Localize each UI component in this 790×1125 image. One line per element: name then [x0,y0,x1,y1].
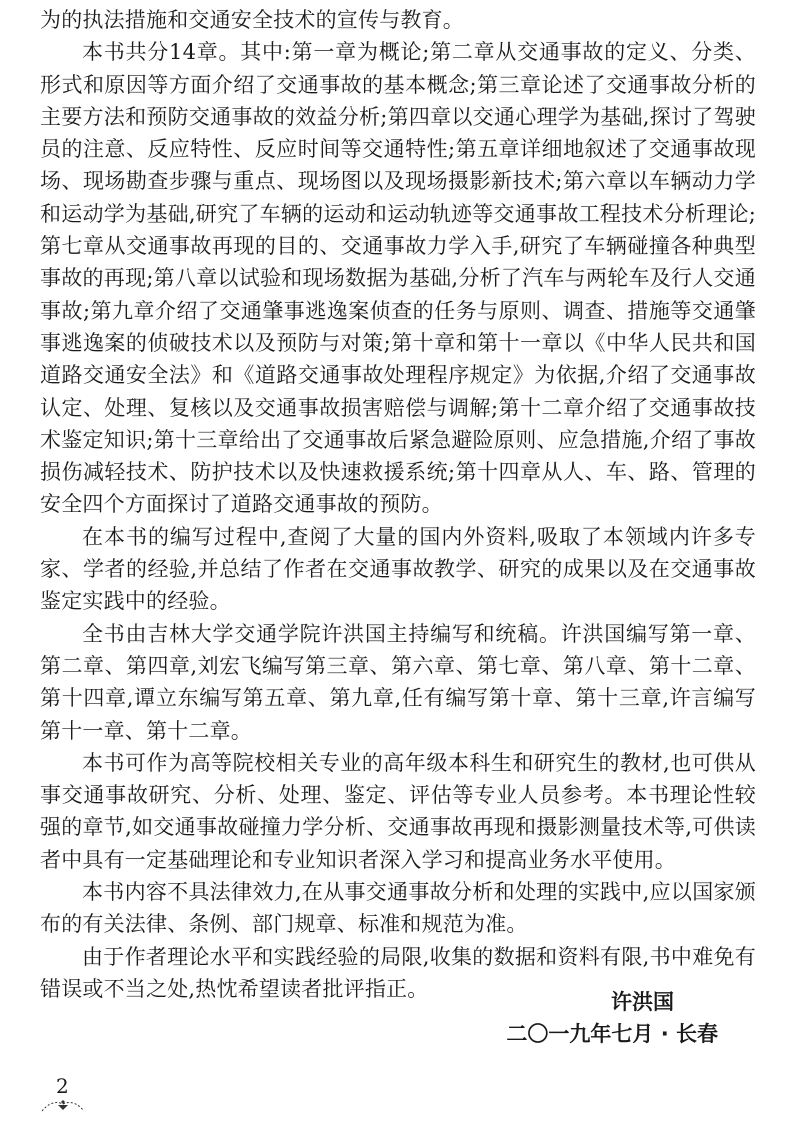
paragraph-legal-notice: 本书内容不具法律效力,在从事交通事故分析和处理的实践中,应以国家颁布的有关法律、条例、部门规章、标准和规范为准。 [40,880,756,937]
page-number: 2 [56,1074,69,1098]
paragraph-sources: 在本书的编写过程中,查阅了大量的国内外资料,吸取了本领域内许多专家、学者的经验,并总结了作者在交通事故教学、研究的成果以及在交通事故鉴定实践中的经验。 [40,524,756,614]
paragraph-authors: 全书由吉林大学交通学院许洪国主持编写和统稿。许洪国编写第一章、第二章、第四章,刘宏飞编写第三章、第六章、第七章、第八章、第十二章、第十四章,谭立东编写第五章、第九章,任有编写第十章、第十三章,许言编写第十一章、第十二章。 [40,621,756,743]
signature-date-place: 二〇一九年七月 · 长春 [506,1022,718,1046]
preface-body [40,4,756,1005]
page-corner-ornament-icon [40,1095,86,1117]
paragraph-continued: 为的执法措施和交通安全技术的宣传与教育。 [40,8,464,32]
paragraph-audience: 本书可作为高等院校相关专业的高年级本科生和研究生的教材,也可供从事交通事故研究、分析、处理、鉴定、评估等专业人员参考。本书理论性较强的章节,如交通事故碰撞力学分析、交通事故再现和摄影测量技术等,可供读者中具有一定基础理论和专业知识者深入学习和提高业务水平使用。 [40,750,756,872]
signature-author: 许洪国 [611,990,674,1014]
page-footer [40,1075,86,1115]
signature-block [506,986,718,1050]
paragraph-closing: 由于作者理论水平和实践经验的局限,收集的数据和资料有限,书中难免有错误或不当之处,热忱希望读者批评指正。 [40,944,756,1001]
paragraph-chapter-overview: 本书共分14章。其中:第一章为概论;第二章从交通事故的定义、分类、形式和原因等方面介绍了交通事故的基本概念;第三章论述了交通事故分析的主要方法和预防交通事故的效益分析;第四章以交通心理学为基础,探讨了驾驶员的注意、反应特性、反应时间等交通特性;第五章详细地叙述了交通事故现场、现场勘查步骤与重点、现场图以及现场摄影新技术;第六章以车辆动力学和运动学为基础,研究了车辆的运动和运动轨迹等交通事故工程技术分析理论;第七章从交通事故再现的目的、交通事故力学入手,研究了车辆碰撞各种典型事故的再现;第八章以试验和现场数据为基础,分析了汽车与两轮车及行人交通事故;第九章介绍了交通肇事逃逸案侦查的任务与原则、调查、措施等交通肇事逃逸案的侦破技术以及预防与对策;第十章和第十一章以《中华人民共和国道路交通安全法》和《道路交通事故处理程序规定》为依据,介绍了交通事故认定、处理、复核以及交通事故损害赔偿与调解;第十二章介绍了交通事故技术鉴定知识;第十三章给出了交通事故后紧急避险原则、应急措施,介绍了事故损伤减轻技术、防护技术以及快速救援系统;第十四章从人、车、路、管理的安全四个方面探讨了道路交通事故的预防。 [40,40,756,517]
